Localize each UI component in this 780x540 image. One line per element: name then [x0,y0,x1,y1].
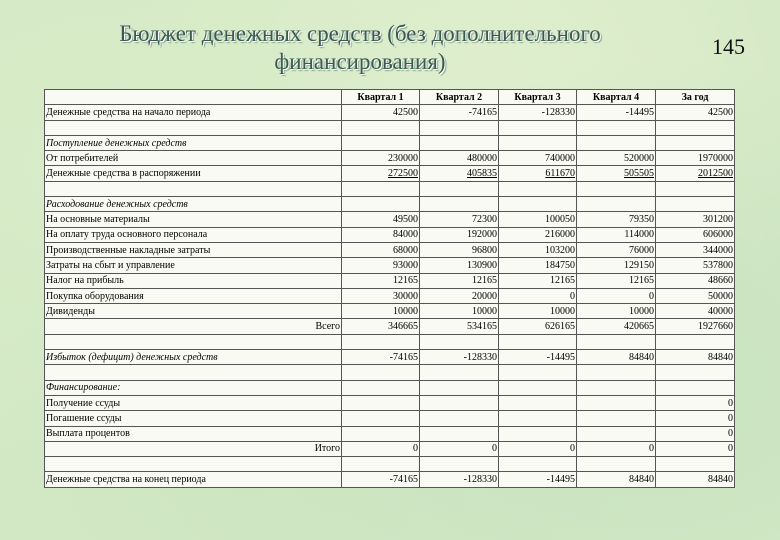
value-cell: 0 [656,426,735,441]
table-row [45,395,735,410]
value-cell: 480000 [420,151,499,166]
empty-cell [342,120,420,135]
header-cell: Квартал 2 [420,90,499,105]
empty-cell [45,365,342,380]
value-cell: 20000 [420,288,499,303]
row-label: На основные материалы [45,212,342,227]
value-cell [577,426,656,441]
value-cell: 49500 [342,212,420,227]
value-cell [577,395,656,410]
empty-cell [499,181,577,196]
empty-cell [342,457,420,472]
value-cell: -74165 [420,105,499,120]
value-cell [420,395,499,410]
table-row [45,411,735,426]
value-cell: 301200 [656,212,735,227]
value-cell: 103200 [499,242,577,257]
row-label: Денежные средства на начало периода [45,105,342,120]
section-label: Поступление денежных средств [45,135,342,150]
header-cell: Квартал 3 [499,90,577,105]
row-label: На оплату труда основного персонала [45,227,342,242]
page-number: 145 [712,34,745,59]
value-cell: 93000 [342,258,420,273]
value-cell [342,426,420,441]
value-cell [342,395,420,410]
empty-cell [342,365,420,380]
empty-cell [656,365,735,380]
empty-cell [577,135,656,150]
row-label: Покупка оборудования [45,288,342,303]
page-title: Бюджет денежных средств (без дополнительного финансирования) [119,21,601,74]
value-cell: -14495 [577,105,656,120]
table-row [45,304,735,319]
table-row [45,350,735,365]
value-cell: 0 [342,441,420,456]
value-cell: 192000 [420,227,499,242]
table-row [45,105,735,120]
value-cell [342,411,420,426]
table-row [45,426,735,441]
empty-cell [656,457,735,472]
row-label: Дивиденды [45,304,342,319]
value-cell: 0 [577,441,656,456]
value-cell: 0 [656,395,735,410]
total-label: Итого [45,441,342,456]
row-label: Затраты на сбыт и управление [45,258,342,273]
empty-cell [45,457,342,472]
empty-cell [45,120,342,135]
empty-cell [577,120,656,135]
value-cell: 611670 [499,166,577,181]
empty-cell [656,135,735,150]
table-row [45,242,735,257]
header-cell [45,90,342,105]
empty-cell [420,181,499,196]
table-row [45,258,735,273]
value-cell: -128330 [420,350,499,365]
row-label: Избыток (дефицит) денежных средств [45,350,342,365]
value-cell: 2012500 [656,166,735,181]
empty-cell [420,197,499,212]
value-cell: 68000 [342,242,420,257]
value-cell [499,426,577,441]
table-row-total [45,441,735,456]
value-cell: 10000 [499,304,577,319]
value-cell: 420665 [577,319,656,334]
value-cell [499,411,577,426]
empty-cell [577,365,656,380]
value-cell: 1970000 [656,151,735,166]
value-cell: -74165 [342,350,420,365]
empty-cell [342,181,420,196]
empty-cell [656,380,735,395]
budget-table-container [44,89,734,488]
total-label: Всего [45,319,342,334]
empty-cell [45,181,342,196]
value-cell: 96800 [420,242,499,257]
empty-cell [656,120,735,135]
row-label: Получение ссуды [45,395,342,410]
value-cell: 1927660 [656,319,735,334]
empty-cell [656,197,735,212]
empty-cell [656,181,735,196]
empty-cell [577,380,656,395]
value-cell: 405835 [420,166,499,181]
value-cell: 12165 [499,273,577,288]
value-cell: 12165 [420,273,499,288]
empty-cell [577,197,656,212]
value-cell: 10000 [577,304,656,319]
value-cell: -128330 [420,472,499,487]
header-cell: За год [656,90,735,105]
value-cell: 0 [499,441,577,456]
value-cell: 79350 [577,212,656,227]
section-label: Финансирование: [45,380,342,395]
value-cell: 0 [656,411,735,426]
value-cell: 48660 [656,273,735,288]
value-cell: 537800 [656,258,735,273]
value-cell: 84840 [656,350,735,365]
header-cell: Квартал 4 [577,90,656,105]
cash-budget-table [44,89,735,488]
empty-cell [577,181,656,196]
value-cell: 0 [656,441,735,456]
value-cell: 84840 [577,350,656,365]
empty-cell [420,457,499,472]
empty-cell [499,365,577,380]
empty-cell [499,334,577,349]
table-row [45,472,735,487]
empty-cell [420,365,499,380]
value-cell: 520000 [577,151,656,166]
value-cell: 0 [499,288,577,303]
value-cell: 72300 [420,212,499,227]
empty-cell [342,197,420,212]
row-label: От потребителей [45,151,342,166]
empty-cell [499,457,577,472]
table-row [45,166,735,181]
empty-cell [499,197,577,212]
value-cell [499,395,577,410]
value-cell [420,426,499,441]
value-cell: 344000 [656,242,735,257]
value-cell: 626165 [499,319,577,334]
empty-cell [342,334,420,349]
value-cell: 346665 [342,319,420,334]
row-label: Погашение ссуды [45,411,342,426]
value-cell: 230000 [342,151,420,166]
table-row-blank [45,334,735,349]
empty-cell [342,380,420,395]
value-cell: 50000 [656,288,735,303]
value-cell: 0 [577,288,656,303]
empty-cell [342,135,420,150]
table-row-blank [45,457,735,472]
table-row-section [45,197,735,212]
value-cell: 129150 [577,258,656,273]
empty-cell [499,135,577,150]
row-label: Производственные накладные затраты [45,242,342,257]
value-cell: 84840 [656,472,735,487]
header-cell: Квартал 1 [342,90,420,105]
table-row-blank [45,181,735,196]
value-cell: 84840 [577,472,656,487]
value-cell: 12165 [577,273,656,288]
value-cell: 216000 [499,227,577,242]
value-cell: 10000 [420,304,499,319]
row-label: Денежные средства на конец периода [45,472,342,487]
empty-cell [656,334,735,349]
value-cell: 0 [420,441,499,456]
empty-cell [577,334,656,349]
table-row-section [45,135,735,150]
empty-cell [420,135,499,150]
value-cell: 76000 [577,242,656,257]
value-cell: 40000 [656,304,735,319]
value-cell: -74165 [342,472,420,487]
value-cell: -14495 [499,350,577,365]
value-cell: 100050 [499,212,577,227]
table-header-row [45,90,735,105]
table-row [45,212,735,227]
value-cell [577,411,656,426]
value-cell: 505505 [577,166,656,181]
table-row [45,273,735,288]
value-cell: -14495 [499,472,577,487]
value-cell: 42500 [656,105,735,120]
table-row [45,151,735,166]
empty-cell [420,120,499,135]
value-cell: 272500 [342,166,420,181]
empty-cell [45,334,342,349]
value-cell: 30000 [342,288,420,303]
value-cell: 84000 [342,227,420,242]
empty-cell [420,380,499,395]
section-label: Расходование денежных средств [45,197,342,212]
table-row-total [45,319,735,334]
empty-cell [499,380,577,395]
table-row-blank [45,365,735,380]
table-row [45,227,735,242]
empty-cell [420,334,499,349]
row-label: Денежные средства в распоряжении [45,166,342,181]
row-label: Выплата процентов [45,426,342,441]
table-row [45,288,735,303]
table-row-section [45,380,735,395]
row-label: Налог на прибыль [45,273,342,288]
value-cell: 740000 [499,151,577,166]
table-row-blank [45,120,735,135]
value-cell: -128330 [499,105,577,120]
value-cell: 114000 [577,227,656,242]
value-cell [420,411,499,426]
value-cell: 12165 [342,273,420,288]
value-cell: 534165 [420,319,499,334]
value-cell: 606000 [656,227,735,242]
table-body [45,105,735,487]
value-cell: 10000 [342,304,420,319]
value-cell: 184750 [499,258,577,273]
empty-cell [577,457,656,472]
value-cell: 130900 [420,258,499,273]
empty-cell [499,120,577,135]
value-cell: 42500 [342,105,420,120]
